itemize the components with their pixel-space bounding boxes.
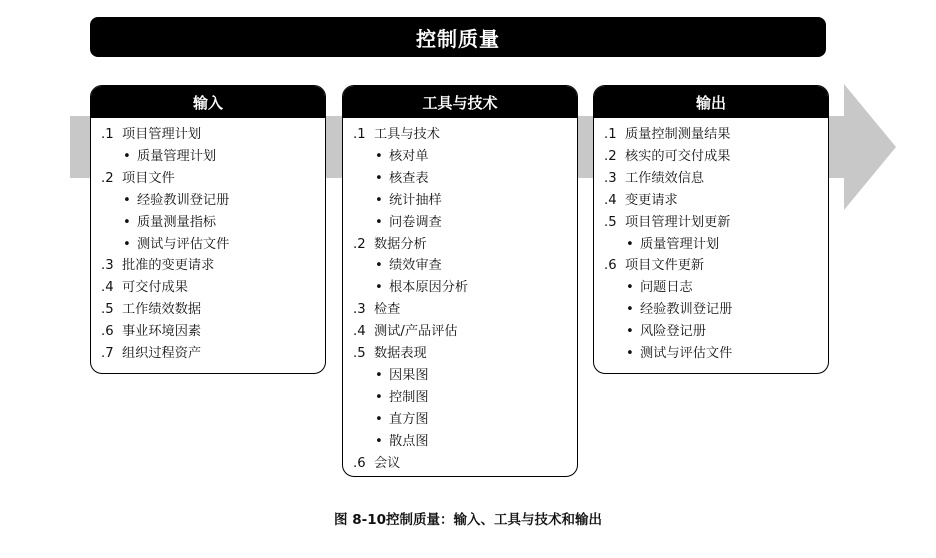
panel-outputs-header: 输出 (594, 86, 828, 118)
list-item (101, 277, 325, 299)
bullet-icon: • (375, 214, 383, 230)
item-label: 变更请求 (625, 192, 678, 208)
item-number: .5 (101, 302, 114, 318)
bullet-icon: • (626, 280, 634, 296)
list-item (604, 255, 828, 277)
bullet-icon: • (626, 236, 634, 252)
panel-tools-header: 工具与技术 (343, 86, 577, 118)
sub-list-item (101, 190, 325, 212)
diagram-title: 控制质量 (90, 17, 826, 57)
item-label: 核实的可交付成果 (625, 148, 731, 164)
bullet-icon: • (375, 170, 383, 186)
item-number: .5 (604, 214, 617, 230)
sub-list-item (353, 168, 577, 190)
bullet-icon: • (123, 236, 131, 252)
item-label: 工作绩效数据 (122, 302, 202, 318)
bullet-icon: • (626, 346, 634, 362)
sub-item-label: 测试与评估文件 (640, 346, 733, 362)
sub-list-item (353, 431, 577, 453)
item-label: 工具与技术 (374, 127, 440, 142)
sub-item-label: 直方图 (389, 411, 429, 427)
item-label: 事业环境因素 (122, 324, 202, 340)
item-number: .3 (604, 170, 617, 186)
item-label: 批准的变更请求 (122, 258, 215, 274)
item-number: .7 (101, 346, 114, 362)
sub-list-item (353, 146, 577, 168)
sub-item-label: 经验教训登记册 (640, 302, 733, 318)
item-number: .3 (101, 258, 114, 274)
list-item (101, 321, 325, 343)
item-number: .4 (353, 324, 366, 340)
list-item (604, 190, 828, 212)
item-label: 可交付成果 (122, 280, 188, 296)
item-number: .6 (353, 455, 366, 471)
item-number: .1 (604, 127, 617, 142)
sub-item-label: 经验教训登记册 (137, 192, 230, 208)
item-label: 工作绩效信息 (625, 170, 705, 186)
sub-item-label: 核对单 (389, 148, 429, 164)
item-label: 测试/产品评估 (374, 324, 458, 340)
item-label: 会议 (374, 455, 401, 471)
list-item (101, 299, 325, 321)
sub-list-item (604, 321, 828, 343)
list-item (353, 321, 577, 343)
item-label: 数据表现 (374, 346, 427, 362)
list-item (101, 255, 325, 277)
item-label: 组织过程资产 (122, 346, 202, 362)
sub-item-label: 测试与评估文件 (137, 236, 230, 252)
sub-item-label: 质量管理计划 (137, 148, 217, 164)
list-item (353, 343, 577, 365)
item-label: 项目文件更新 (625, 258, 705, 274)
sub-list-item (604, 343, 828, 365)
item-number: .3 (353, 302, 366, 318)
sub-item-label: 因果图 (389, 367, 429, 383)
bullet-icon: • (375, 148, 383, 164)
list-item (353, 453, 577, 475)
sub-list-item (353, 190, 577, 212)
item-label: 项目管理计划 (122, 127, 202, 142)
sub-list-item (101, 234, 325, 256)
bullet-icon: • (375, 280, 383, 296)
sub-list-item (353, 365, 577, 387)
figure-caption: 图 8-10控制质量：输入、工具与技术和输出 (334, 512, 602, 528)
list-item (604, 124, 828, 146)
item-label: 检查 (374, 302, 401, 318)
item-number: .4 (101, 280, 114, 296)
sub-list-item (101, 146, 325, 168)
item-number: .2 (101, 170, 114, 186)
sub-list-item (604, 277, 828, 299)
list-item (101, 124, 325, 146)
list-item (353, 299, 577, 321)
sub-item-label: 根本原因分析 (389, 280, 469, 296)
item-label: 项目文件 (122, 170, 175, 186)
sub-list-item (604, 299, 828, 321)
sub-item-label: 质量管理计划 (640, 236, 720, 252)
bullet-icon: • (375, 433, 383, 449)
bullet-icon: • (626, 324, 634, 340)
sub-item-label: 控制图 (389, 389, 429, 405)
item-number: .1 (101, 127, 114, 142)
item-number: .5 (353, 346, 366, 362)
list-item (604, 212, 828, 234)
bullet-icon: • (123, 214, 131, 230)
bullet-icon: • (375, 192, 383, 208)
panel-tools (342, 85, 578, 477)
sub-item-label: 散点图 (389, 433, 429, 449)
item-number: .6 (604, 258, 617, 274)
bullet-icon: • (375, 367, 383, 383)
sub-item-label: 质量测量指标 (137, 214, 217, 230)
list-item (604, 168, 828, 190)
bullet-icon: • (123, 192, 131, 208)
list-item (353, 124, 577, 146)
item-number: .1 (353, 127, 366, 142)
list-item (604, 146, 828, 168)
sub-item-label: 统计抽样 (389, 192, 442, 208)
item-label: 项目管理计划更新 (625, 214, 731, 230)
panel-inputs-list (91, 118, 325, 365)
sub-item-label: 绩效审查 (389, 258, 442, 274)
bullet-icon: • (626, 302, 634, 318)
item-label: 数据分析 (374, 236, 427, 252)
sub-list-item (353, 212, 577, 234)
sub-item-label: 风险登记册 (640, 324, 706, 340)
item-number: .4 (604, 192, 617, 208)
panel-outputs (593, 85, 829, 374)
list-item (101, 343, 325, 365)
sub-list-item (101, 212, 325, 234)
bullet-icon: • (123, 148, 131, 164)
sub-list-item (353, 277, 577, 299)
sub-item-label: 核查表 (389, 170, 429, 186)
panel-tools-list (343, 118, 577, 475)
bullet-icon: • (375, 389, 383, 405)
list-item (101, 168, 325, 190)
item-number: .6 (101, 324, 114, 340)
sub-list-item (604, 234, 828, 256)
item-number: .2 (604, 148, 617, 164)
sub-list-item (353, 409, 577, 431)
item-label: 质量控制测量结果 (625, 127, 731, 142)
panel-inputs-header: 输入 (91, 86, 325, 118)
panel-inputs (90, 85, 326, 374)
sub-list-item (353, 387, 577, 409)
sub-item-label: 问卷调查 (389, 214, 442, 230)
panel-outputs-list (594, 118, 828, 365)
bullet-icon: • (375, 411, 383, 427)
sub-item-label: 问题日志 (640, 280, 693, 296)
list-item (353, 234, 577, 256)
item-number: .2 (353, 236, 366, 252)
bullet-icon: • (375, 258, 383, 274)
sub-list-item (353, 255, 577, 277)
